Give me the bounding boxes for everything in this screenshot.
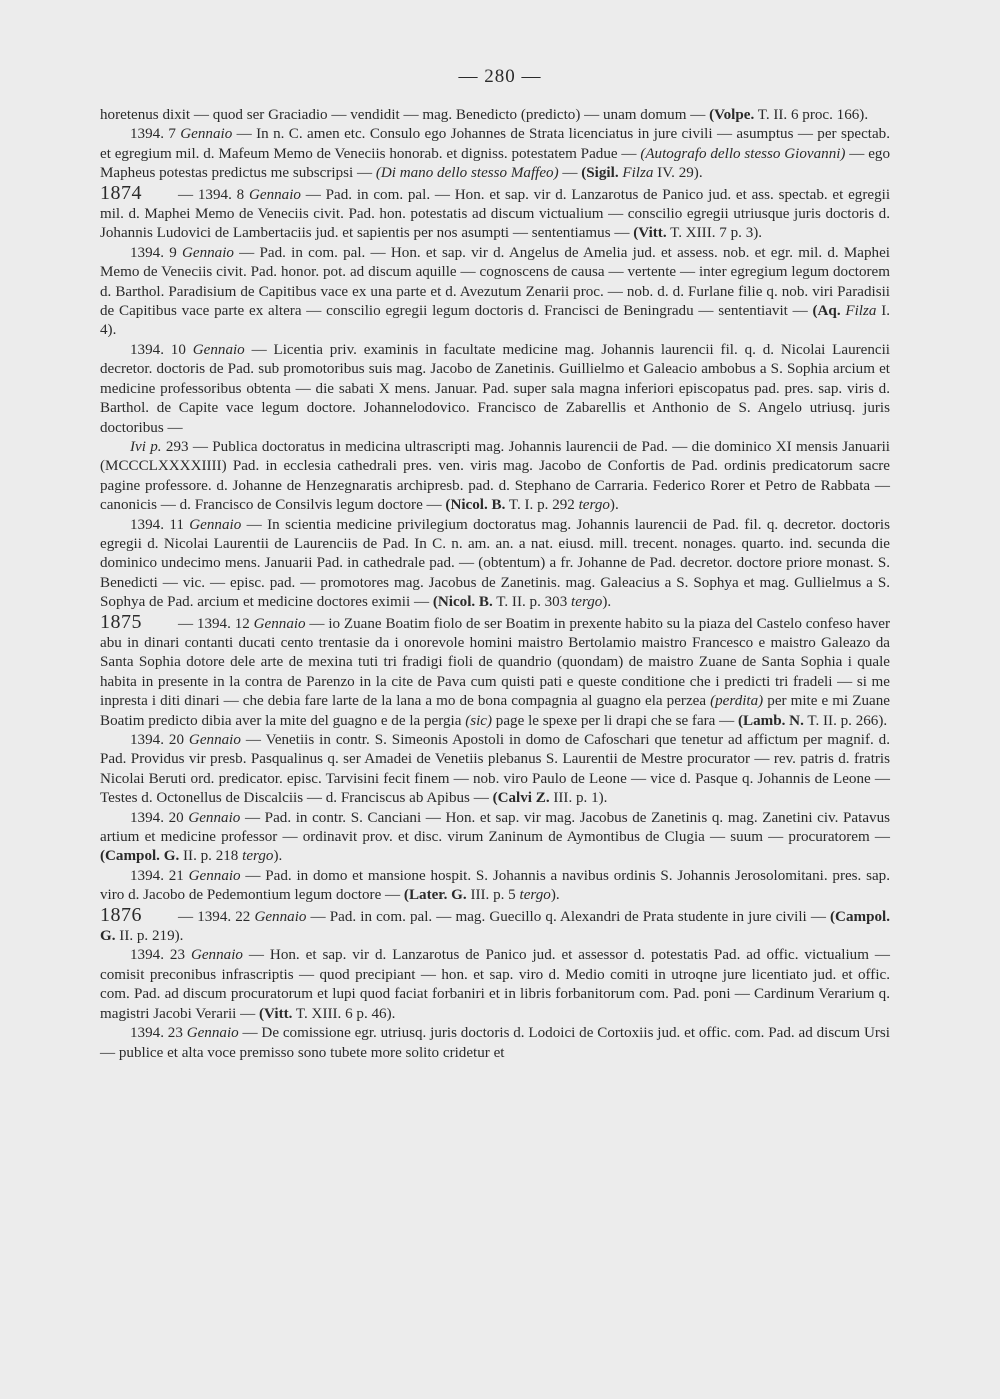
text-run: T. I. p. 292 (505, 497, 579, 514)
text-run: — In scientia medicine privilegium doctoratus mag. Johannis laurencii de Pad. fil. q. decretor. doctoris egregii d. Nicolai Laurentii de Laurenciis de Pad. In C. n. am. an. a nat. eiusd. mill. trecent. nonages. quarto. ind. secunda die dominico undecimo mens. Januarii Pad. in cathedrale pad. — (obtentum) a fr. Johanne de Pad. decretor. doctore priore monast. S. Benedicti — vic. — episc. pad. — promotores mag. Jacobus de Zanetinis. mag. Galeacius a S. Sophya et mag. Gullielmus a S. Sophya de Pad. arcium et medicine doctores eximii — (100, 516, 890, 611)
citation-source: (Aq. (812, 303, 841, 320)
paragraph (100, 731, 890, 809)
text-run: — Pad. in contr. S. Canciani — Hon. et sap. vir mag. Jacobus de Zanetinis q. mag. Zanetini civ. Patavus artium et medicine professor — ordinavit prov. et disc. virum Zaninum de Aymontibus de Clugia — suum — procuratorem — (100, 809, 890, 846)
text-run: — Venetiis in contr. S. Simeonis Apostoli in domo de Cafoschari que tenetur ad affictum per magnif. d. Pad. Providus vir presb. Pasqualinus q. ser Amadei de Venetiis plebanus S. Laurentii de Mestre procurator — rev. patris d. fratris Nicolai Beruti ord. predicator. episc. Tarvisini fecit finem — nob. viro Paulo de Leone — vice d. Pasque q. Johannis de Leone — Testes d. Octonellus de Discalciis — d. Franciscus ab Apibus — (100, 732, 890, 807)
italic-text: tergo (578, 497, 610, 514)
text-run: ). (609, 497, 619, 514)
text-run: — 1394. 8 (178, 186, 249, 203)
citation-source: (Vitt. (633, 225, 667, 242)
citation-source: (Campol. G. (100, 848, 180, 865)
italic-text: Gennaio (254, 908, 307, 925)
italic-text: (sic) (465, 712, 493, 729)
citation-source: (Sigil. (581, 165, 619, 182)
italic-text: Ivi p. (130, 438, 162, 455)
italic-text: Gennaio (192, 341, 245, 358)
italic-text: Gennaio (181, 244, 234, 261)
numbered-entry (100, 610, 890, 731)
paragraph (100, 341, 890, 438)
paragraph (100, 867, 890, 906)
entry-number: 1875 (100, 610, 142, 633)
italic-text: Gennaio (189, 516, 242, 533)
text-run: — Pad. in com. pal. — Hon. et sap. vir d. Lanzarotus de Panico jud. et ass. spectab. et egregii mil. d. Maphei Memo de Veneciis civit. Pad. hon. potestatis ad discum victualium — conscilio egregii utriusque juris doctoris d. Johannis Ludovici de Lambertaciis jud. et sapientis per nos asumpti — sententiamus — (100, 186, 891, 242)
italic-text: (perdita) (710, 693, 764, 710)
text-run: ). (602, 594, 612, 611)
italic-text: (Di mano dello stesso Maffeo) (375, 165, 559, 182)
numbered-entry (100, 903, 890, 947)
text-run: — Pad. in com. pal. — Hon. et sap. vir d. Angelus de Amelia jud. et assess. nob. et egr. mil. d. Maphei Memo de Veneciis civit. Pad. honor. pot. ad discum aquille — cognoscens de causa — vertente — inter egregium legum doctorem d. Barthol. Paradisium de Capitibus vace ex una parte et d. Avezutum Zenarii proc. — nob. d. d. Furlane filie q. nob. viri Paradisii de Capitibus vace parte ex altera — conscilio egregii legum doctoris d. Francisci de Beningradu — sententiavit — (100, 244, 890, 320)
text-run: T. II. p. 303 (492, 594, 572, 611)
text-run: 1394. 20 (130, 732, 189, 748)
text-run: — Pad. in domo et mansione hospit. S. Johannis a navibus ordinis S. Johannis Jerosolomitani. pres. sap. viro d. Jacobo de Pedemontium legum doctore — (100, 867, 890, 904)
text-run: — De comissione egr. utriusq. juris doctoris d. Lodoici de Cortoxiis jud. et offic. com. Pad. ad discum Ursi — publice et alta voce premisso sono tubete more solito cridetur et (100, 1025, 890, 1061)
italic-text: Gennaio (188, 732, 241, 748)
italic-text: tergo (571, 594, 603, 611)
text-run: 1394. 9 (130, 244, 182, 261)
italic-text: tergo (519, 887, 551, 904)
paragraph (100, 1024, 890, 1063)
text-run: 293 — Publica doctoratus in medicina ultrascripti mag. Johannis laurencii de Pad. — die dominico XI mensis Januarii (MCCCLXXXXIIII) Pad. in ecclesia cathedrali pres. ven. viris mag. Jacobo de Confortis de Pad. ordinis predicatorum sacre pagine professore. d. Johanne de Henzegnaratis archipresb. pad. d. Stephano de Carraria. Federico Rorer et Petro de Rabbata — canonicis — d. Francisco de Consilvis legum doctore — (100, 438, 891, 514)
text-run: T. II. 6 proc. 166). (754, 107, 869, 123)
text-run: IV. 29). (653, 165, 703, 182)
entry-number: 1876 (100, 903, 142, 926)
text-run: 1394. 23 (130, 1025, 187, 1042)
text-run: 1394. 10 (130, 341, 193, 358)
text-run: 1394. 21 (130, 867, 189, 884)
text-run: I. 4). (100, 303, 890, 339)
italic-text: Gennaio (253, 615, 306, 632)
text-run: II. p. 218 (179, 848, 243, 865)
text-run: horetenus dixit — quod ser Graciadio — vendidit — mag. Benedicto (predicto) — unam domum — (100, 107, 710, 123)
text-run: — In n. C. amen etc. Consulo ego Johannes de Strata licenciatus in jure civili — asumptus — per spectab. et egregium mil. d. Mafeum Memo de Veneciis honorab. et digniss. potestatem Padue — (100, 126, 890, 162)
italic-text: Filza (622, 165, 654, 182)
text-run: — 1394. 12 (178, 615, 254, 632)
text-run: — Hon. et sap. vir d. Lanzarotus de Panico jud. et assessor d. potestatis Pad. ad offic. victualium — comisit preconibus infrascriptis — quod precipiant — hon. et sap. viro d. Medio comiti in utroqne jure licentiato jud. et offic. com. Pad. ad discum procuratorum et lupi quod faciat forbaniri et in libris forbanitorum com. Pad. poni — Cardinum Verarium q. magistri Jacobi Verarii — (100, 947, 890, 1022)
text-run: T. II. p. 266). (803, 712, 888, 729)
document-body (100, 106, 890, 1063)
paragraph (100, 125, 890, 183)
text-run: III. p. 5 (466, 887, 520, 904)
text-run: — Pad. in com. pal. — mag. Guecillo q. Alexandri de Prata studente in jure civili — (306, 908, 831, 925)
entry-number: 1874 (100, 181, 142, 204)
italic-text: Gennaio (188, 809, 241, 826)
text-run: — 1394. 22 (178, 908, 255, 925)
text-run: — Licentia priv. examinis in facultate medicine mag. Johannis laurencii fil. q. d. Nicolai Laurencii decretor. doctoris de Pad. sub promotoribus suis mag. Jacobo de Zanetinis. Guillielmo et Galeacio ambobus a S. Sophia arcium et medicine professoribus obtenta — die sabati X mens. Januar. Pad. super sala magna inferiori episcopatus pad. pres. sap. viris d. Barthol. de Capite vace legum doctore. Johannelodovico. Francisco de Zabarellis et Anthonio de S. Angelo utriusq. juris doctoribus — (100, 341, 890, 436)
italic-text: Gennaio (190, 947, 243, 964)
italic-text: Gennaio (180, 126, 233, 143)
text-run: — ego Mapheus potestas predictus me subscripsi — (100, 145, 890, 182)
page-number: — 280 — (458, 66, 542, 87)
numbered-entry (100, 181, 891, 244)
citation-source: (Vitt. (259, 1005, 293, 1022)
text-run: T. XIII. 6 p. 46). (292, 1005, 396, 1022)
text-run: III. p. 1). (549, 790, 608, 807)
citation-source: (Calvi Z. (492, 790, 550, 807)
text-run: page le spexe per li drapi che se fara — (492, 712, 739, 729)
italic-text: Gennaio (248, 186, 301, 203)
italic-text: Gennaio (186, 1025, 239, 1042)
text-run: — (558, 165, 582, 182)
citation-source: (Volpe. (709, 107, 755, 123)
text-run: — io Zuane Boatim fiolo de ser Boatim in prexente habito su la piaza del Castelo confeso haver abu in dinari contanti ducati cento trentasie da i onorevole homini maistro Bertolamio maistro Francesco e maistro Galeazo da Santa Sophia dotore dele arte de mexina tuti tri fradigi fioli de quandrio (quondam) de maistro Zuane de Santa Sophia i quale habita in presente in la contra de Parenzo in la cite de Pava cum quisti pati e queste conditione che i predicti tri fradeli — si me inpresta i diti dinari — che debia fare larte de la lana a mo de bona compagnia al guagno ela perzea (100, 615, 890, 710)
paragraph (100, 106, 890, 125)
text-run: ). (273, 848, 283, 865)
paragraph (100, 809, 890, 867)
italic-text: tergo (242, 848, 274, 865)
text-run: II. p. 219). (115, 928, 184, 945)
italic-text: Gennaio (188, 867, 241, 884)
italic-text: Filza (845, 303, 877, 320)
text-run: 1394. 7 (130, 126, 181, 143)
paragraph (100, 516, 890, 613)
text-run: ). (550, 887, 560, 904)
text-run: 1394. 20 (130, 809, 189, 826)
citation-source: (Lamb. N. (738, 712, 804, 729)
citation-source: (Later. G. (403, 887, 467, 904)
italic-text: (Autografo dello stesso Giovanni) (640, 145, 846, 162)
citation-source: (Campol. G. (100, 908, 890, 945)
text-run: per mite e mi Zuane Boatim predicto dibia aver la mite del guagno e de la pergia (100, 693, 890, 729)
text-run: 1394. 23 (130, 947, 191, 964)
paragraph (100, 946, 890, 1024)
citation-source: (Nicol. B. (445, 497, 506, 514)
text-run: 1394. 11 (130, 516, 190, 533)
text-run: T. XIII. 7 p. 3). (666, 225, 763, 242)
paragraph (100, 438, 890, 516)
paragraph (100, 244, 890, 341)
citation-source: (Nicol. B. (432, 594, 493, 611)
